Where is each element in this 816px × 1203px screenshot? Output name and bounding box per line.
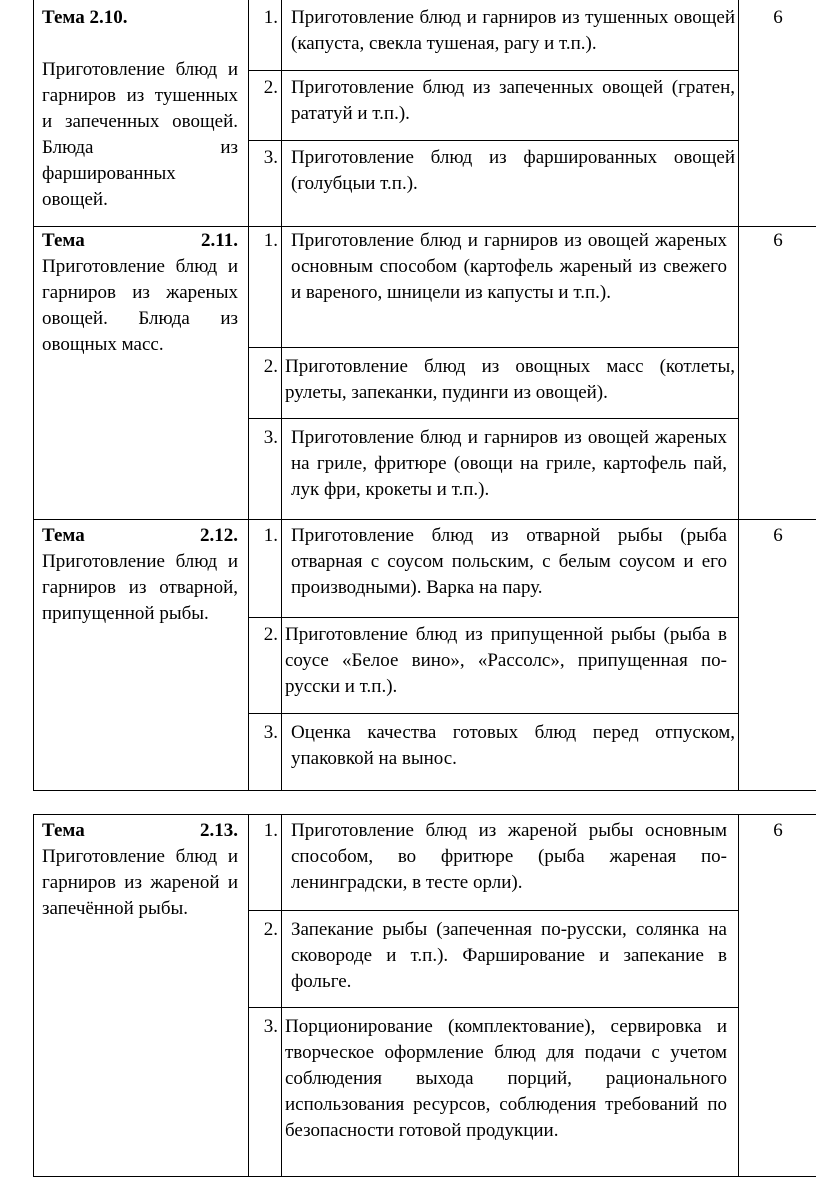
item-text: Приготовление блюд из фаршированных овощей (голубцыи т.п.). [291, 147, 735, 194]
topic-title: Приготовление блюд и гарниров из жареной и запечённой рыбы. [42, 846, 238, 919]
topic-2-12 [42, 523, 238, 627]
topic-label: Тема [42, 7, 85, 28]
item-text: Приготовление блюд из отварной рыбы (рыба отварная с соусом польским, с белым соусом и его производными). Варка на пару. [291, 525, 727, 598]
item-text: Приготовление блюд и гарниров из овощей жареных основным способом (картофель жареный из свежего и вареного, шницели из капусты и т.п.). [291, 230, 727, 303]
item-text: Запекание рыбы (запеченная по-русски, солянка на сковороде и т.п.). Фарширование и запекание в фольге. [291, 919, 727, 992]
item-text: Порционирование (комплектование), сервировка и творческое оформление блюд для подачи с учетом соблюдения выхода порций, рационального использования ресурсов, соблюдения требований по безопасности готовой продукции. [285, 1016, 727, 1141]
topic-header [42, 523, 238, 549]
hours-2-11: 6 [773, 230, 783, 251]
item-number: 2. [263, 356, 278, 377]
item-number: 3. [263, 427, 278, 448]
item-text: Приготовление блюд и гарниров из тушенных овощей (капуста, свекла тушеная, рагу и т.п.). [291, 7, 735, 54]
topic-header [42, 818, 238, 844]
item-number: 3. [263, 1016, 278, 1037]
topic-title: Приготовление блюд и гарниров из отварной, припущенной рыбы. [42, 551, 238, 624]
item-text: Приготовление блюд из жареной рыбы основным способом, во фритюре (рыба жареная по-ленинградски, в тесте орли). [291, 820, 727, 893]
item-text: Приготовление блюд из припущенной рыбы (рыба в соусе «Белое вино», «Рассолс», припущенная по-русски и т.п.). [285, 624, 727, 697]
topic-2-13 [42, 818, 238, 922]
item-text: Приготовление блюд из овощных масс (котлеты, рулеты, запеканки, пудинги из овощей). [285, 356, 735, 403]
item-number: 3. [263, 147, 278, 168]
item-text: Приготовление блюд из запеченных овощей (гратен, рататуй и т.п.). [291, 77, 735, 124]
topic-title: Приготовление блюд и гарниров из жареных овощей. Блюда из овощных масс. [42, 256, 238, 355]
item-number: 2. [263, 919, 278, 940]
topic-2-11 [42, 228, 238, 358]
topic-label: Тема [42, 230, 85, 251]
item-text: Приготовление блюд и гарниров из овощей жареных на гриле, фритюре (овощи на гриле, картофель пай, лук фри, крокеты и т.п.). [291, 427, 727, 500]
item-text: Оценка качества готовых блюд перед отпуском, упаковкой на вынос. [291, 722, 735, 769]
hours-2-10: 6 [773, 7, 783, 28]
topic-header [42, 228, 238, 254]
topic-number: 2.12. [200, 525, 238, 546]
hours-2-13: 6 [773, 820, 783, 841]
item-number: 1. [263, 230, 278, 251]
topic-2-10 [42, 5, 238, 213]
item-number: 2. [263, 77, 278, 98]
topic-number: 2.10. [89, 7, 128, 28]
topic-title: Приготовление блюд и гарниров из тушенных и запеченных овощей. Блюда из фаршированных овощей. [42, 59, 238, 210]
item-number: 2. [263, 624, 278, 645]
item-number: 3. [263, 722, 278, 743]
item-number: 1. [263, 820, 278, 841]
item-number: 1. [263, 7, 278, 28]
hours-2-12: 6 [773, 525, 783, 546]
topic-label: Тема [42, 525, 85, 546]
topic-number: 2.13. [200, 820, 238, 841]
topic-label: Тема [42, 820, 85, 841]
topic-header [42, 5, 238, 31]
item-number: 1. [263, 525, 278, 546]
topic-number: 2.11. [201, 230, 238, 251]
